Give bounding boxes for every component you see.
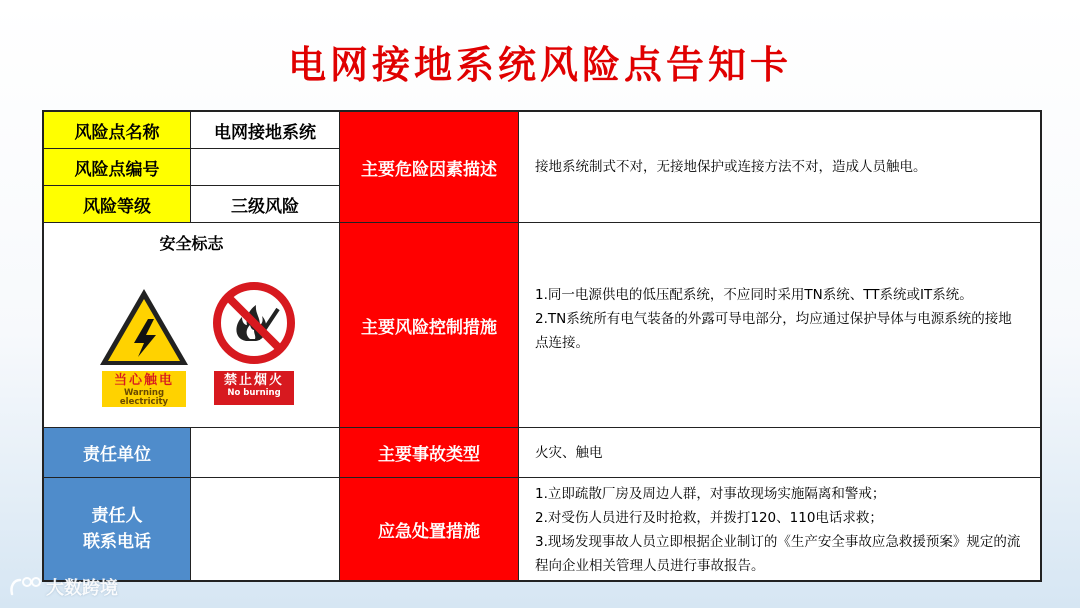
control-measure-item: 1.同一电源供电的低压配系统，不应同时采用TN系统、TT系统或IT系统。	[535, 287, 973, 303]
page-title: 电网接地系统风险点告知卡	[287, 43, 792, 87]
control-measures-text	[518, 222, 1041, 428]
accident-types-label: 主要事故类型	[339, 427, 519, 478]
contact-value	[190, 477, 340, 581]
control-measure-item: 2.TN系统所有电气装备的外露可导电部分，均应通过保护导体与电源系统的接地点连接。	[535, 311, 1012, 351]
warning-electricity-label: 当心触电 Warning electricity	[102, 371, 186, 407]
emergency-measure-item: 2.对受伤人员进行及时抢救，并拨打120、110电话求救；	[535, 510, 883, 526]
hazard-label: 主要危险因素描述	[339, 111, 519, 223]
control-measures-label: 主要风险控制措施	[339, 222, 519, 428]
emergency-measure-item: 3.现场发现事故人员立即根据企业制订的《生产安全事故应急救援预案》规定的流程向企业相关管理人员进行事故报告。	[535, 534, 1021, 574]
no-burning-label: 禁止烟火 No burning	[214, 371, 294, 405]
risk-code-value	[190, 148, 340, 186]
risk-card	[42, 110, 1042, 582]
no-burning-icon	[212, 281, 296, 365]
safety-signs-title: 安全标志	[159, 234, 224, 253]
emergency-measures-label: 应急处置措施	[339, 477, 519, 581]
risk-level-label: 风险等级	[43, 185, 191, 223]
hazard-description: 接地系统制式不对，无接地保护或连接方法不对，造成人员触电。	[518, 111, 1041, 223]
brand-logo-icon	[8, 576, 42, 598]
risk-name-label: 风险点名称	[43, 111, 191, 149]
responsible-unit-value	[190, 427, 340, 478]
electric-shock-warning-icon	[96, 285, 192, 369]
responsible-unit-label: 责任单位	[43, 427, 191, 478]
no-burning-sign	[212, 281, 296, 405]
watermark-text: 大数跨境	[46, 578, 118, 599]
accident-types-text: 火灾、触电	[518, 427, 1041, 478]
risk-level-value: 三级风险	[190, 185, 340, 223]
safety-signs-panel	[43, 222, 340, 428]
emergency-measures-text	[518, 477, 1041, 581]
risk-name-value: 电网接地系统	[190, 111, 340, 149]
watermark	[8, 574, 118, 600]
contact-label: 责任人 联系电话	[43, 477, 191, 581]
risk-code-label: 风险点编号	[43, 148, 191, 186]
emergency-measure-item: 1.立即疏散厂房及周边人群，对事故现场实施隔离和警戒；	[535, 486, 886, 502]
warning-electricity-sign	[96, 285, 192, 405]
